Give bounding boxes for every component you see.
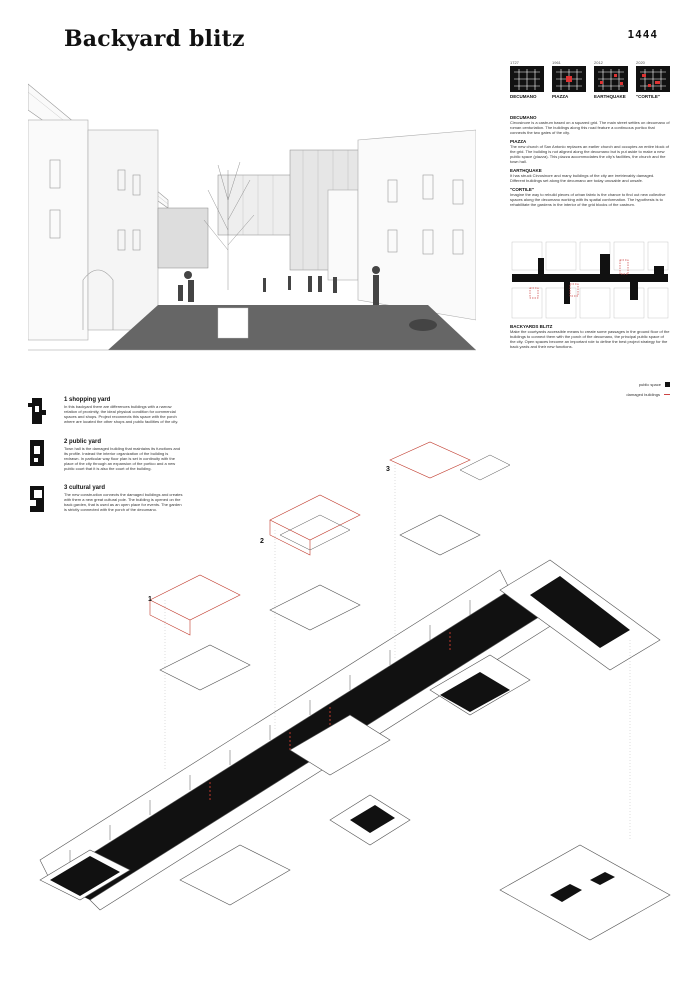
legend-damaged: damaged buildings bbox=[626, 392, 670, 397]
timeline-item: 2012 EARTHQUAKE bbox=[594, 60, 630, 99]
shopping-yard-icon bbox=[28, 398, 46, 424]
grid-diagram bbox=[552, 66, 586, 92]
courtyard-perspective bbox=[28, 80, 476, 360]
timeline-strip bbox=[510, 60, 670, 110]
legend-public: public space bbox=[639, 382, 670, 387]
blitz-text: BACKYARDS BLITZ Make the courtyards accessible means to create some passages in the ground floor of the buildings to connect them with the porch of the decumano, the principal public space of the city. Open spaces become an important role to define the best project strategy for the back yards and their new functions. bbox=[510, 324, 670, 349]
axo-label-3: 3 bbox=[386, 466, 390, 473]
public-swatch bbox=[665, 382, 670, 387]
site-plan bbox=[510, 240, 670, 320]
grid-diagram bbox=[636, 66, 670, 92]
grid-diagram bbox=[594, 66, 628, 92]
timeline-item: 2020 "CORTILE" bbox=[636, 60, 672, 99]
grid-diagram bbox=[510, 66, 544, 92]
axo-label-2: 2 bbox=[260, 538, 264, 545]
damaged-swatch bbox=[664, 394, 670, 395]
page-title: Backyard blitz bbox=[64, 26, 245, 52]
axonometric-drawing bbox=[30, 440, 680, 960]
axo-label-1: 1 bbox=[148, 596, 152, 603]
project-code: 1444 bbox=[627, 28, 658, 41]
timeline-item: 1727 DECUMANO bbox=[510, 60, 546, 99]
timeline-item: 1961 PIAZZA bbox=[552, 60, 588, 99]
history-text: DECUMANO Cirvosinore is a castrum based on a squared grid. The main street settles on decumano of roman centuriation. The buildings along this road feature a continuous portico that connects the two gates of the city. PIAZZA The new church of San Antonio replaces an earlier church and occupies an entire block of the grid. The building is not aligned along the decumano but is put aside to make a new public space (piazza). This piazza accommodates the city's facilities, the church and the town hall. EARTHQUAKE It has struck Cirvosinore and many buildings of the city are irretrievably damaged. Different buildings set along the decumano are today unusable and unsafe. "CORTILE" Imagine the way to rebuild pieces of urban fabric is the chance to find out new collective spaces along the decumano working with its spatial conformation. The hypothesis is to rehabilitate the gardens in the interior of the grid blocks of the castrum. bbox=[510, 115, 670, 207]
